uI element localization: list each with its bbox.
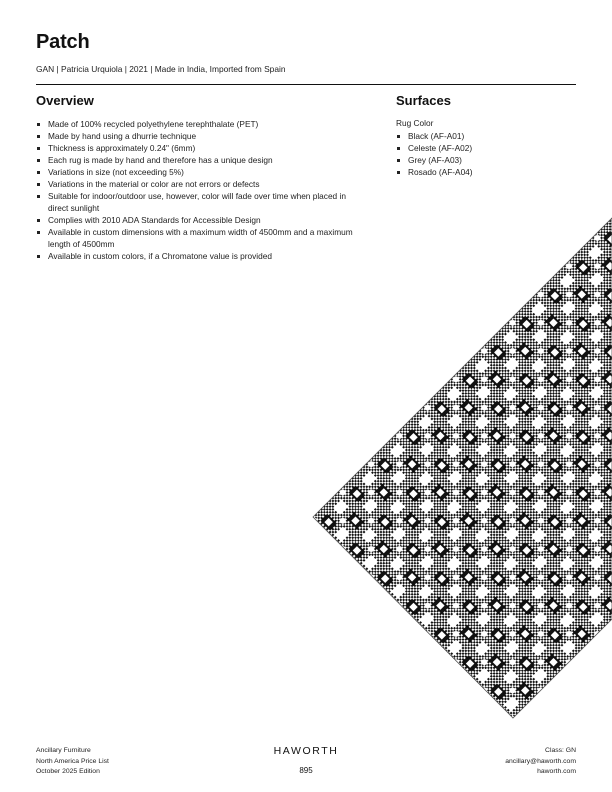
list-item: Variations in the material or color are not errors or defects (36, 178, 356, 190)
overview-heading: Overview (36, 93, 94, 108)
list-item: Complies with 2010 ADA Standards for Accessible Design (36, 214, 356, 226)
list-item: Rosado (AF-A04) (396, 166, 596, 178)
list-item: Celeste (AF-A02) (396, 142, 596, 154)
list-item: Grey (AF-A03) (396, 154, 596, 166)
list-item: Available in custom colors, if a Chromatone value is provided (36, 250, 356, 262)
footer-edition: October 2025 Edition (36, 768, 100, 775)
list-item: Thickness is approximately 0.24" (6mm) (36, 142, 356, 154)
haworth-logo: HAWORTH (273, 745, 339, 757)
footer-website-link[interactable]: haworth.com (537, 768, 576, 775)
footer-category: Ancillary Furniture (36, 747, 91, 754)
list-item: Black (AF-A01) (396, 130, 596, 142)
list-item: Suitable for indoor/outdoor use, however, color will fade over time when placed in direct sunlight (36, 190, 356, 214)
list-item: Variations in size (not exceeding 5%) (36, 166, 356, 178)
footer-pricelist: North America Price List (36, 757, 109, 765)
list-item: Available in custom dimensions with a maximum width of 4500mm and a maximum length of 4500mm (36, 226, 356, 250)
list-item: Each rug is made by hand and therefore has a unique design (36, 154, 356, 166)
product-subtitle: GAN | Patricia Urquiola | 2021 | Made in India, Imported from Spain (36, 64, 286, 74)
page-number: 895 (299, 766, 313, 775)
list-item: Made by hand using a dhurrie technique (36, 130, 356, 142)
footer-right (505, 746, 576, 778)
surfaces-heading: Surfaces (396, 93, 451, 108)
rug-color-label: Rug Color (396, 118, 434, 128)
page-title: Patch (36, 31, 90, 53)
list-item: Made of 100% recycled polyethylene terephthalate (PET) (36, 118, 356, 130)
footer-class: Class: GN (545, 747, 576, 754)
footer-email-link[interactable]: ancillary@haworth.com (505, 757, 576, 765)
